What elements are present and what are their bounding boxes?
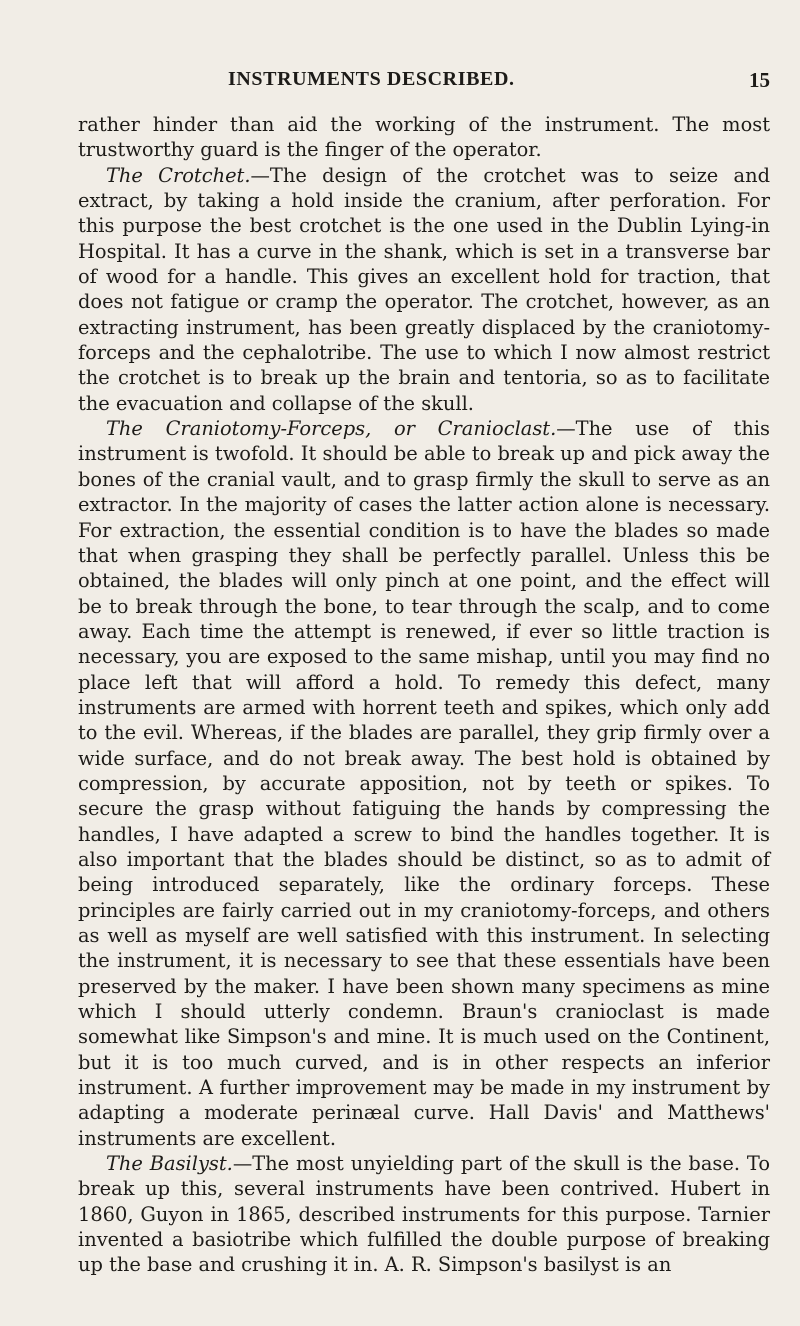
- paragraph-text: rather hinder than aid the working of the instrument. The most trustworthy guard is the finger of the operator.: [78, 113, 770, 162]
- paragraph-craniotomy-forceps: [78, 416, 770, 1151]
- section-heading-craniotomy-forceps: The Craniotomy-Forceps, or Cranioclast.: [106, 417, 557, 441]
- running-head: [0, 68, 800, 98]
- paragraph-text: —The use of this instrument is twofold. It should be able to break up and pick away the bones of the cranial vault, and to grasp firmly the skull to serve as an extractor. In the majority of cases the latter action alone is necessary. For extraction, the essential condition is to have the blades so made that when grasping they shall be perfectly parallel. Unless this be obtained, the blades will only pinch at one point, and the effect will be to break through the bone, to tear through the scalp, and to come away. Each time the attempt is renewed, if ever so little traction is necessary, you are exposed to the same mishap, until you may find no place left that will afford a hold. To remedy this defect, many instruments are armed with horrent teeth and spikes, which only add to the evil. Whereas, if the blades are parallel, they grip firmly over a wide surface, and do not break away. The best hold is obtained by compression, by accurate apposition, not by teeth or spikes. To secure the grasp without fatiguing the hands by compressing the handles, I have adapted a screw to bind the handles together. It is also important that the blades should be distinct, so as to admit of being introduced separately, like the ordinary forceps. These principles are fairly carried out in my craniotomy-forceps, and others as well as myself are well satisfied with this instrument. In selecting the instrument, it is necessary to see that these essentials have been preserved by the maker. I have been shown many specimens as mine which I should utterly condemn. Braun's cranioclast is made somewhat like Simpson's and mine. It is much used on the Continent, but it is too much curved, and is in other respects an inferior instrument. A further improvement may be made in my instrument by adapting a moderate perinæal curve. Hall Davis' and Matthews' instruments are excellent.: [78, 417, 770, 1150]
- page-number: 15: [749, 68, 770, 92]
- paragraph-crotchet: [78, 163, 770, 416]
- paragraph-continuation: [78, 112, 770, 163]
- paragraph-text: —The design of the crotchet was to seize and extract, by taking a hold inside the cranium, after perforation. For this purpose the best crotchet is the one used in the Dublin Lying-in Hospital. It has a curve in the shank, which is set in a transverse bar of wood for a handle. This gives an excellent hold for traction, that does not fatigue or cramp the operator. The crotchet, however, as an extracting instrument, has been greatly displaced by the craniotomy-forceps and the cephalotribe. The use to which I now almost restrict the crotchet is to break up the brain and tentoria, so as to facilitate the evacuation and collapse of the skull.: [78, 163, 770, 415]
- section-heading-basilyst: The Basilyst.: [106, 1152, 233, 1176]
- body-text: [78, 112, 770, 1278]
- running-title: INSTRUMENTS DESCRIBED.: [228, 68, 515, 90]
- paragraph-basilyst: [78, 1151, 770, 1278]
- paragraph-text: —The most unyielding part of the skull is the base. To break up this, several instruments have been contrived. Hubert in 1860, Guyon in 1865, described instruments for this purpose. Tarnier invented a basiotribe which fulfilled the double purpose of breaking up the base and crushing it in. A. R. Simpson's basilyst is an: [78, 1152, 770, 1277]
- section-heading-crotchet: The Crotchet.: [106, 163, 251, 187]
